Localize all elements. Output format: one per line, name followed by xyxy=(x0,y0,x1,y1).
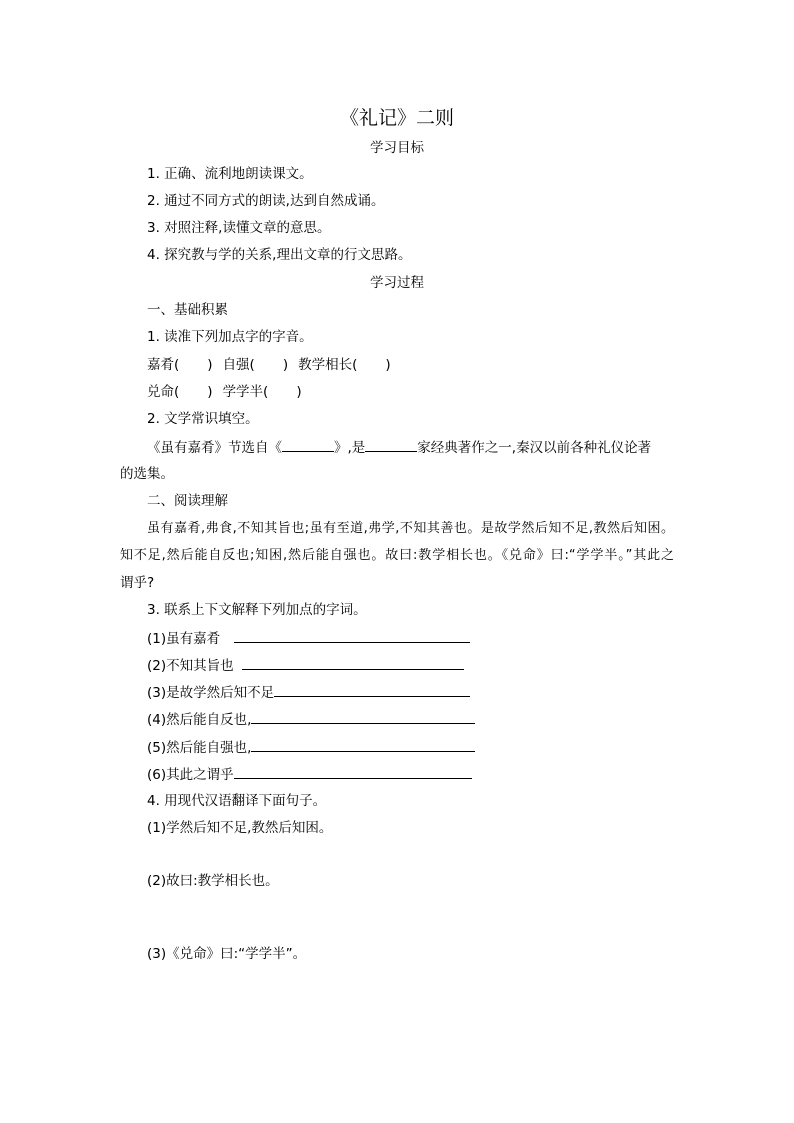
page-title: 《礼记》二则 xyxy=(339,107,454,129)
q1-word-jiaoxuexiangzhang: 教学相长( xyxy=(298,357,358,373)
q1-prompt: 1. 读准下列加点字的字音。 xyxy=(147,329,313,345)
q3-answer-blank-3[interactable] xyxy=(274,682,470,697)
q1-row-2: 兑命( ) 学学半( ) xyxy=(147,384,302,400)
q2-blank-school[interactable] xyxy=(365,437,417,452)
passage-line-2: 知不足,然后能自反也;知困,然后能自强也。故曰:教学相长也。《兑命》曰:“学学半。”其此之 xyxy=(120,548,674,563)
process-heading: 学习过程 xyxy=(370,275,424,291)
q4-item-3: (3)《兑命》曰:“学学半”。 xyxy=(147,946,307,962)
q1-word-ziqiang: 自强( xyxy=(222,357,255,373)
goal-item-3: 3. 对照注释,读懂文章的意思。 xyxy=(147,220,331,236)
goals-heading: 学习目标 xyxy=(370,140,424,156)
q3-item-4: (4)然后能自反也, xyxy=(147,709,475,730)
q2-fill-line: 《虽有嘉肴》节选自《 》,是 家经典著作之一,秦汉以前各种礼仪论著 xyxy=(147,437,651,458)
q3-answer-blank-1[interactable] xyxy=(234,628,470,643)
q2-prompt: 2. 文学常识填空。 xyxy=(147,411,259,427)
q3-answer-blank-2[interactable] xyxy=(242,655,464,670)
q3-answer-blank-4[interactable] xyxy=(251,709,475,724)
q3-item-3: (3)是故学然后知不足 xyxy=(147,682,470,703)
q3-item-1: (1)虽有嘉肴 xyxy=(147,628,470,649)
passage-line-3: 谓乎? xyxy=(120,575,155,591)
q1-row-1: 嘉肴( ) 自强( ) 教学相长( ) xyxy=(147,357,391,373)
q3-answer-blank-6[interactable] xyxy=(234,764,472,779)
goal-item-4: 4. 探究教与学的关系,理出文章的行文思路。 xyxy=(147,247,412,263)
goal-item-2: 2. 通过不同方式的朗读,达到自然成诵。 xyxy=(147,193,385,209)
q1-word-jiayao: 嘉肴( xyxy=(147,357,180,373)
q4-item-1: (1)学然后知不足,教然后知困。 xyxy=(147,820,333,836)
q2-blank-source[interactable] xyxy=(282,437,334,452)
q4-item-2: (2)故曰:教学相长也。 xyxy=(147,873,279,889)
q1-word-xuexueban: 学学半( xyxy=(222,384,269,400)
q3-item-6: (6)其此之谓乎 xyxy=(147,764,472,785)
part2-heading: 二、阅读理解 xyxy=(147,493,228,509)
goal-item-1: 1. 正确、流利地朗读课文。 xyxy=(147,166,313,182)
q3-answer-blank-5[interactable] xyxy=(251,737,475,752)
q2-fill-line-2: 的选集。 xyxy=(120,466,174,482)
q3-item-2: (2)不知其旨也 xyxy=(147,655,464,676)
q1-word-yueming: 兑命( xyxy=(147,384,180,400)
q3-item-5: (5)然后能自强也, xyxy=(147,737,475,758)
passage-line-1: 虽有嘉肴,弗食,不知其旨也;虽有至道,弗学,不知其善也。是故学然后知不足,教然后知困。 xyxy=(147,521,674,536)
q3-prompt: 3. 联系上下文解释下列加点的字词。 xyxy=(147,602,367,618)
q4-prompt: 4. 用现代汉语翻译下面句子。 xyxy=(147,793,327,809)
part1-heading: 一、基础积累 xyxy=(147,302,228,318)
